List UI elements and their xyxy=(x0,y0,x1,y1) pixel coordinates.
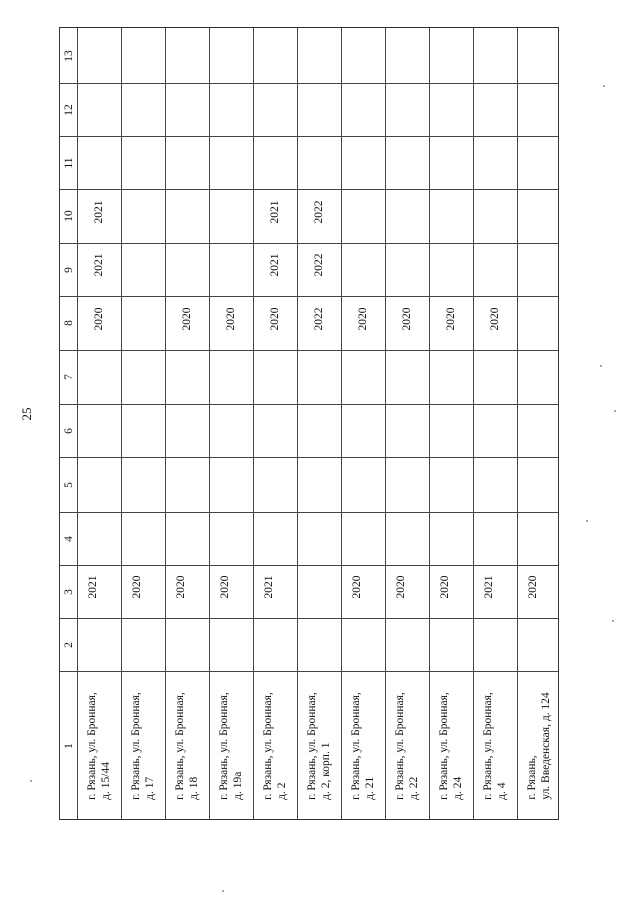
column-divider xyxy=(60,243,558,244)
page-number: 25 xyxy=(19,407,34,421)
scan-speck xyxy=(30,780,32,782)
column-divider xyxy=(60,457,558,458)
column-number-11: 11 xyxy=(62,156,75,169)
scan-speck xyxy=(600,365,602,367)
address-cell: г. Рязань, ул. Бронная, д. 2, корп. 1 xyxy=(306,692,332,800)
address-cell: г. Рязань, ул. Бронная, д. 19а xyxy=(218,692,244,800)
column-divider xyxy=(60,512,558,513)
column-number-1: 1 xyxy=(62,743,75,749)
year-cell-col-8: 2020 xyxy=(357,307,369,331)
year-cell-col-3: 2020 xyxy=(131,575,143,599)
column-number-8: 8 xyxy=(62,320,75,326)
year-cell-col-8: 2020 xyxy=(401,307,413,331)
row-divider xyxy=(517,28,518,819)
column-divider xyxy=(60,136,558,137)
year-cell-col-3: 2020 xyxy=(439,575,451,599)
address-cell: г. Рязань, ул. Бронная, д. 15/44 xyxy=(86,692,112,800)
year-cell-col-8: 2020 xyxy=(445,307,457,331)
year-cell-col-8: 2020 xyxy=(181,307,193,331)
column-divider xyxy=(60,83,558,84)
year-cell-col-3: 2020 xyxy=(175,575,187,599)
scan-speck xyxy=(614,410,616,412)
column-number-10: 10 xyxy=(62,210,75,222)
column-divider xyxy=(60,404,558,405)
row-divider xyxy=(121,28,122,819)
year-cell-col-3: 2020 xyxy=(351,575,363,599)
row-divider xyxy=(385,28,386,819)
address-cell: г. Рязань, ул. Бронная, д. 2 xyxy=(262,692,288,800)
year-cell-col-9: 2022 xyxy=(313,253,325,277)
year-cell-col-9: 2021 xyxy=(93,253,105,277)
year-cell-col-8: 2020 xyxy=(225,307,237,331)
row-divider xyxy=(429,28,430,819)
year-cell-col-3: 2021 xyxy=(87,575,99,599)
address-cell: г. Рязань, ул. Введенская, д. 124 xyxy=(525,692,552,800)
scan-speck xyxy=(612,620,614,622)
address-cell: г. Рязань, ул. Бронная, д. 18 xyxy=(174,692,200,800)
year-cell-col-3: 2020 xyxy=(395,575,407,599)
row-divider xyxy=(77,28,78,819)
column-number-4: 4 xyxy=(62,535,75,542)
scan-speck xyxy=(603,85,605,87)
scan-speck xyxy=(586,520,588,522)
year-cell-col-8: 2020 xyxy=(93,307,105,331)
year-cell-col-10: 2021 xyxy=(269,200,281,224)
column-number-2: 2 xyxy=(62,641,75,648)
scan-speck xyxy=(222,890,224,892)
year-cell-col-3: 2021 xyxy=(263,575,275,599)
column-number-7: 7 xyxy=(62,374,75,380)
column-divider xyxy=(60,671,558,672)
year-cell-col-3: 2020 xyxy=(219,575,231,599)
year-cell-col-8: 2020 xyxy=(489,307,501,331)
column-number-13: 13 xyxy=(62,49,75,62)
row-divider xyxy=(297,28,298,819)
row-divider xyxy=(473,28,474,819)
rotated-schedule-table xyxy=(59,27,559,820)
column-number-5: 5 xyxy=(62,481,75,488)
column-number-12: 12 xyxy=(62,103,75,116)
row-divider xyxy=(165,28,166,819)
row-divider xyxy=(341,28,342,819)
year-cell-col-8: 2020 xyxy=(269,307,281,331)
year-cell-col-9: 2021 xyxy=(269,253,281,277)
row-divider xyxy=(209,28,210,819)
column-number-3: 3 xyxy=(62,588,75,595)
year-cell-col-3: 2021 xyxy=(483,575,495,599)
year-cell-col-3: 2020 xyxy=(526,575,539,599)
address-cell: г. Рязань, ул. Бронная, д. 17 xyxy=(130,692,156,800)
column-divider xyxy=(60,296,558,297)
row-divider xyxy=(253,28,254,819)
column-divider xyxy=(60,350,558,351)
column-divider xyxy=(60,189,558,190)
year-cell-col-10: 2022 xyxy=(313,200,325,224)
address-cell: г. Рязань, ул. Бронная, д. 22 xyxy=(394,692,420,800)
address-cell: г. Рязань, ул. Бронная, д. 21 xyxy=(350,692,376,800)
address-cell: г. Рязань, ул. Бронная, д. 4 xyxy=(482,692,508,800)
address-cell: г. Рязань, ул. Бронная, д. 24 xyxy=(438,692,464,800)
column-number-9: 9 xyxy=(62,266,75,273)
column-number-6: 6 xyxy=(62,427,75,434)
column-divider xyxy=(60,618,558,619)
column-divider xyxy=(60,565,558,566)
year-cell-col-10: 2021 xyxy=(93,200,105,224)
year-cell-col-8: 2022 xyxy=(313,307,325,331)
